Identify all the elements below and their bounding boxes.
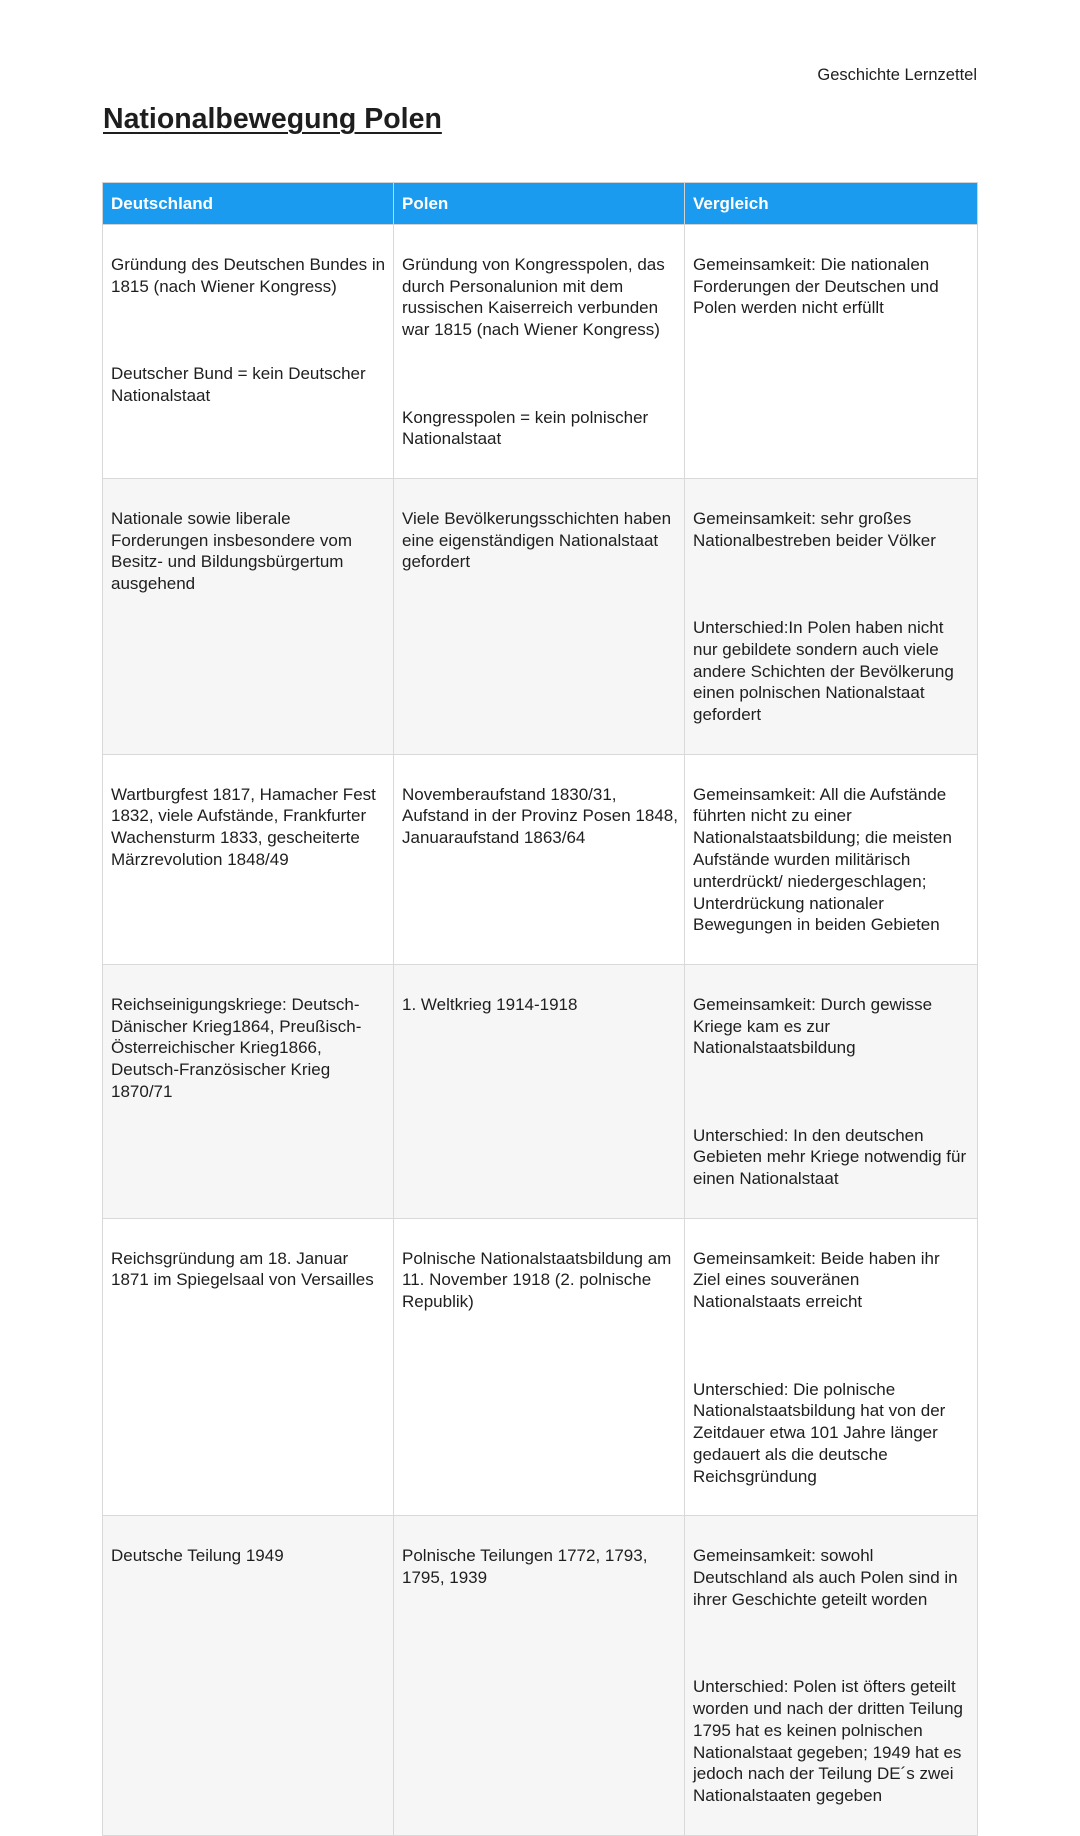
cell-vergleich: [685, 964, 978, 1218]
cell-paragraph: Unterschied: In den deutschen Gebieten mehr Kriege notwendig für einen Nationalstaat: [693, 1125, 967, 1189]
cell-vergleich: [685, 1218, 978, 1516]
cell-deutschland: [103, 754, 394, 964]
cell-paragraph: Polnische Teilungen 1772, 1793, 1795, 1939: [402, 1546, 648, 1588]
cell-paragraph: Viele Bevölkerungsschichten haben eine eigenständigen Nationalstaat gefordert: [402, 508, 672, 572]
column-header-polen: Polen: [394, 183, 685, 225]
cell-paragraph: 1. Weltkrieg 1914-1918: [402, 994, 578, 1014]
cell-vergleich: [685, 754, 978, 964]
header-note: Geschichte Lernzettel: [817, 66, 977, 84]
cell-polen: [394, 754, 685, 964]
cell-vergleich: [685, 478, 978, 754]
cell-paragraph: Novemberaufstand 1830/31, Aufstand in der Provinz Posen 1848, Januaraufstand 1863/64: [402, 784, 678, 848]
cell-paragraph: Unterschied: Die polnische Nationalstaatsbildung hat von der Zeitdauer etwa 101 Jahre länger gedauert als die deutsche Reichsgründung: [693, 1379, 946, 1486]
cell-paragraph: Gemeinsamkeit: Durch gewisse Kriege kam es zur Nationalstaatsbildung: [693, 994, 933, 1058]
cell-vergleich: [685, 225, 978, 479]
cell-paragraph: Unterschied: Polen ist öfters geteilt worden und nach der dritten Teilung 1795 hat es keinen polnischen Nationalstaat gegeben; 1949 hat es jedoch nach der Teilung DE´s zwei Nationalstaaten gegeben: [693, 1677, 963, 1806]
table-row: [103, 754, 978, 964]
cell-paragraph: Nationale sowie liberale Forderungen insbesondere vom Besitz- und Bildungsbürgertum ausgehend: [111, 508, 352, 594]
cell-polen: [394, 964, 685, 1218]
column-header-deutschland: Deutschland: [103, 183, 394, 225]
cell-paragraph: Deutsche Teilung 1949: [111, 1546, 284, 1566]
cell-paragraph: Gemeinsamkeit: sowohl Deutschland als auch Polen sind in ihrer Geschichte geteilt worden: [693, 1546, 958, 1609]
cell-paragraph: Gründung des Deutschen Bundes in 1815 (nach Wiener Kongress): [111, 254, 386, 296]
table-row: [103, 1516, 978, 1835]
cell-polen: [394, 1516, 685, 1835]
cell-paragraph: Deutscher Bund = kein Deutscher Nationalstaat: [111, 363, 366, 405]
cell-paragraph: Reichsgründung am 18. Januar 1871 im Spiegelsaal von Versailles: [111, 1248, 374, 1290]
cell-polen: [394, 225, 685, 479]
cell-paragraph: Wartburgfest 1817, Hamacher Fest 1832, viele Aufstände, Frankfurter Wachensturm 1833, gescheiterte Märzrevolution 1848/49: [111, 784, 376, 869]
table-row: [103, 478, 978, 754]
cell-deutschland: [103, 225, 394, 479]
cell-deutschland: [103, 1218, 394, 1516]
cell-paragraph: Kongresspolen = kein polnischer Nationalstaat: [402, 407, 649, 449]
cell-vergleich: [685, 1516, 978, 1835]
cell-paragraph: Gemeinsamkeit: All die Aufstände führten nicht zu einer Nationalstaatsbildung; die meisten Aufstände wurden militärisch unterdrückt/ niedergeschlagen; Unterdrückung nationaler Bewegungen in beiden Gebieten: [693, 784, 952, 935]
cell-polen: [394, 1218, 685, 1516]
column-header-vergleich: Vergleich: [685, 183, 978, 225]
page-title: Nationalbewegung Polen: [103, 103, 442, 135]
table-row: [103, 964, 978, 1218]
cell-paragraph: Reichseinigungskriege: Deutsch-Dänischer Krieg1864, Preußisch-Österreichischer Krieg1866, Deutsch-Französischer Krieg 1870/71: [111, 994, 362, 1101]
cell-paragraph: Unterschied:In Polen haben nicht nur gebildete sondern auch viele andere Schichten der Bevölkerung einen polnischen Nationalstaat gefordert: [693, 617, 954, 725]
cell-deutschland: [103, 964, 394, 1218]
comparison-table: [102, 182, 978, 1836]
cell-paragraph: Polnische Nationalstaatsbildung am 11. November 1918 (2. polnische Republik): [402, 1248, 672, 1312]
cell-paragraph: Gründung von Kongresspolen, das durch Personalunion mit dem russischen Kaiserreich verbunden war 1815 (nach Wiener Kongress): [402, 254, 665, 340]
cell-paragraph: Gemeinsamkeit: Die nationalen Forderungen der Deutschen und Polen werden nicht erfüllt: [693, 254, 939, 318]
cell-paragraph: Gemeinsamkeit: sehr großes Nationalbestreben beider Völker: [693, 508, 936, 550]
cell-polen: [394, 478, 685, 754]
table-header-row: [103, 183, 978, 225]
cell-paragraph: Gemeinsamkeit: Beide haben ihr Ziel eines souveränen Nationalstaats erreicht: [693, 1248, 940, 1312]
cell-deutschland: [103, 1516, 394, 1835]
table-row: [103, 225, 978, 479]
table-row: [103, 1218, 978, 1516]
cell-deutschland: [103, 478, 394, 754]
